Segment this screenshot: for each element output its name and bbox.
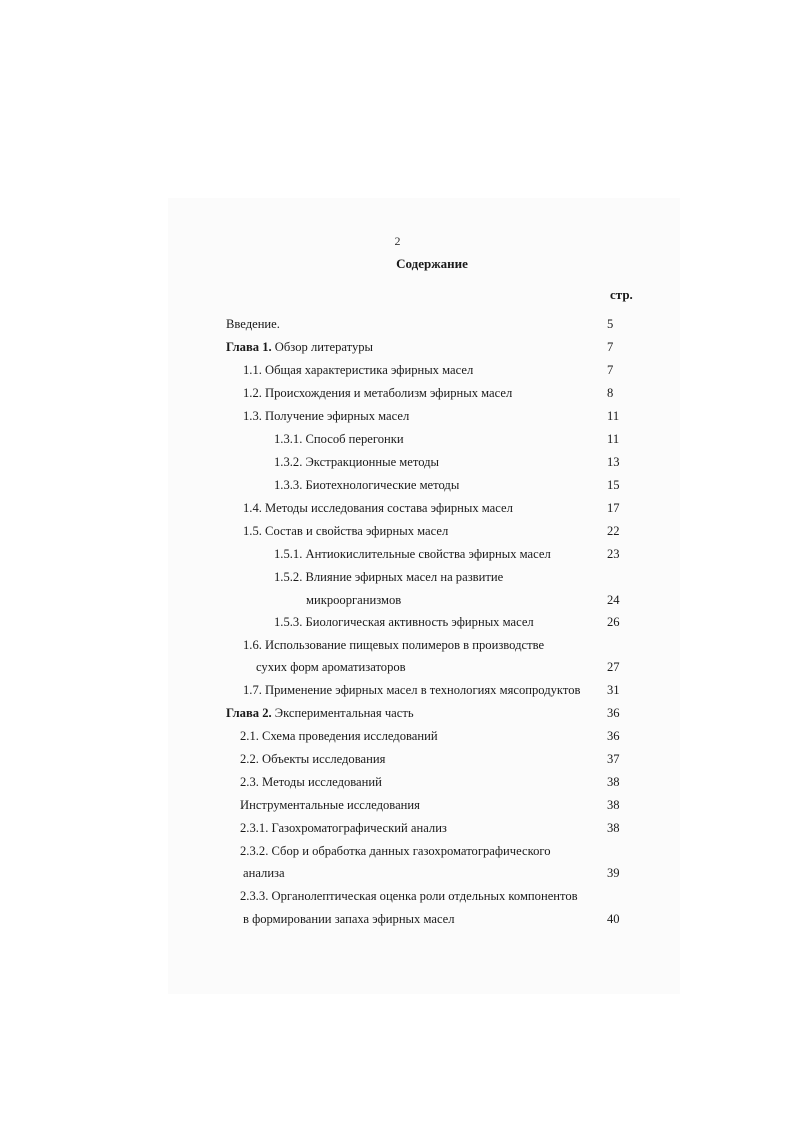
toc-entry: 2.3.1. Газохроматографический анализ 38 [0,818,795,838]
toc-entry-page: 39 [607,866,620,880]
toc-entry: 1.4. Методы исследования состава эфирных масел 17 [0,498,795,518]
toc-entry: 1.1. Общая характеристика эфирных масел 7 [0,360,795,380]
toc-entry: 2.3.3. Органолептическая оценка роли отдельных компонентов [240,889,578,903]
toc-entry-page: 15 [607,478,620,492]
toc-entry: 1.3.1. Способ перегонки 11 [0,429,795,449]
toc-entry-page: 40 [607,912,620,926]
toc-entry: 1.3.2. Экстракционные методы 13 [0,452,795,472]
toc-entry: сухих форм ароматизаторов 27 [0,657,795,677]
toc-entry: 2.3. Методы исследований 38 [0,772,795,792]
page-column-header: стр. [610,287,633,302]
toc-entry-page: 17 [607,501,620,515]
toc-entry-page: 36 [607,706,620,720]
toc-entry-page: 27 [607,660,620,674]
toc-entry: в формировании запаха эфирных масел 40 [0,909,795,929]
toc-entry: 1.5.1. Антиокислительные свойства эфирных масел 23 [0,544,795,564]
toc-entry: 1.3.3. Биотехнологические методы 15 [0,475,795,495]
toc-entry: Глава 1. Обзор литературы 7 [0,337,795,357]
toc-entry-page: 24 [607,593,620,607]
toc-entry: Глава 2. Экспериментальная часть 36 [0,703,795,723]
toc-entry-page: 13 [607,455,620,469]
toc-entry-page: 38 [607,821,620,835]
toc-entry: 2.3.2. Сбор и обработка данных газохроматографического [240,844,551,858]
toc-entry: 1.5.2. Влияние эфирных масел на развитие [274,570,504,584]
toc-entry-page: 5 [607,317,614,331]
toc-entry: 1.2. Происхождения и метаболизм эфирных масел 8 [0,383,795,403]
toc-entry-page: 8 [607,386,614,400]
toc-entry: 1.7. Применение эфирных масел в технологиях мясопродуктов 31 [0,680,795,700]
toc-entry: 2.2. Объекты исследования 37 [0,749,795,769]
toc-entry: 1.5. Состав и свойства эфирных масел 22 [0,521,795,541]
toc-title: Содержание [396,256,468,271]
toc-entry: 1.5.3. Биологическая активность эфирных масел 26 [0,612,795,632]
toc-entry: Введение. 5 [0,314,795,334]
toc-entry: 2.1. Схема проведения исследований 36 [0,726,795,746]
toc-entry-page: 7 [607,363,614,377]
toc-entry-page: 31 [607,683,620,697]
toc-entry-page: 37 [607,752,620,766]
toc-entry: 1.6. Использование пищевых полимеров в производстве [243,638,545,652]
toc-entry: Инструментальные исследования 38 [0,795,795,815]
toc-entry-page: 26 [607,615,620,629]
toc-entry: микроорганизмов 24 [0,590,795,610]
toc-entry-page: 7 [607,340,614,354]
toc-entry-page: 38 [607,798,620,812]
toc-entry-page: 11 [607,409,620,423]
toc-entry-page: 23 [607,547,620,561]
toc-entry-page: 22 [607,524,620,538]
toc-entry-page: 36 [607,729,620,743]
toc-entry-page: 38 [607,775,620,789]
toc-entry: анализа 39 [0,863,795,883]
toc-entry-page: 11 [607,432,620,446]
toc-entry: 1.3. Получение эфирных масел 11 [0,406,795,426]
page-number: 2 [394,234,401,248]
